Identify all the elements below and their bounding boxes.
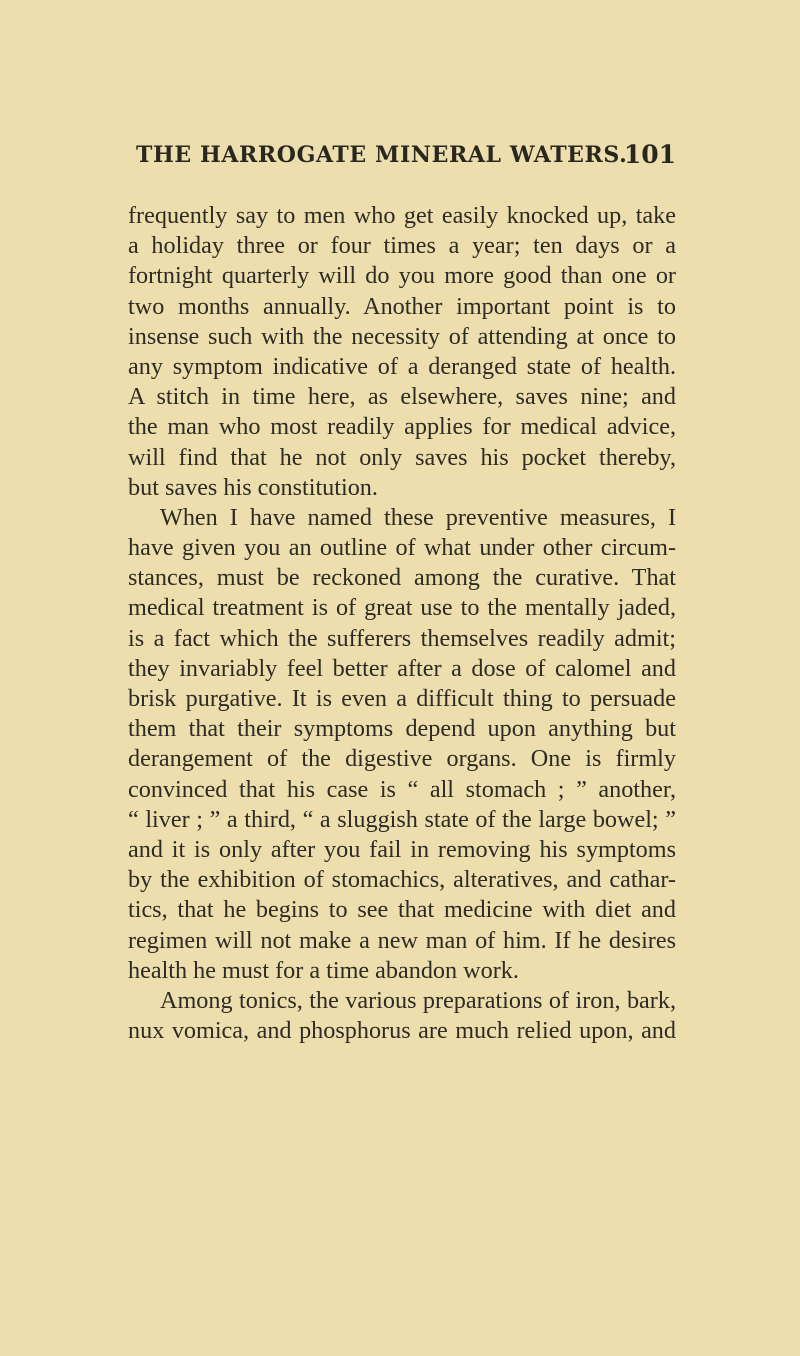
text-line: by the exhibition of stomachics, alteratives, and cathar- xyxy=(128,866,676,894)
text-line: any symptom indicative of a deranged state of health. xyxy=(128,352,676,380)
page-header xyxy=(136,142,676,178)
text-line: the man who most readily applies for medical advice, xyxy=(128,413,676,441)
text-line: brisk purgative. It is even a difficult thing to persuade xyxy=(128,685,676,712)
text-line: nux vomica, and phosphorus are much relied upon, and xyxy=(128,1017,676,1045)
text-line: derangement of the digestive organs. One is firmly xyxy=(128,745,676,773)
text-line: frequently say to men who get easily knocked up, take xyxy=(128,202,676,229)
text-line: tics, that he begins to see that medicine with diet and xyxy=(128,896,676,924)
body-text xyxy=(128,201,676,1046)
text-line: health he must for a time abandon work. xyxy=(128,956,519,984)
text-line: “ liver ; ” a third, “ a sluggish state of the large bowel; ” xyxy=(128,805,676,833)
text-line: will find that he not only saves his pocket thereby, xyxy=(128,443,676,471)
text-line: fortnight quarterly will do you more good than one or xyxy=(128,262,676,290)
text-line: convinced that his case is “ all stomach ; ” another, xyxy=(128,775,676,803)
text-line: a holiday three or four times a year; ten days or a xyxy=(128,232,676,260)
text-line: Among tonics, the various preparations of iron, bark, xyxy=(160,986,676,1014)
text-line: A stitch in time here, as elsewhere, saves nine; and xyxy=(128,383,676,411)
text-line: is a fact which the sufferers themselves readily admit; xyxy=(128,624,676,652)
text-line: medical treatment is of great use to the mentally jaded, xyxy=(128,594,676,622)
text-line: and it is only after you fail in removing his symptoms xyxy=(128,835,676,863)
text-line: two months annually. Another important point is to xyxy=(128,292,676,320)
text-line: When I have named these preventive measures, I xyxy=(160,503,676,531)
text-line: have given you an outline of what under other circum- xyxy=(128,534,676,562)
page-number: 101 xyxy=(623,140,676,169)
text-line: them that their symptoms depend upon anything but xyxy=(128,715,676,743)
text-line: stances, must be reckoned among the curative. That xyxy=(128,564,676,592)
running-title: THE HARROGATE MINERAL WATERS. xyxy=(136,142,628,168)
text-line: they invariably feel better after a dose of calomel and xyxy=(128,654,676,682)
text-line: regimen will not make a new man of him. If he desires xyxy=(128,926,676,954)
text-line: insense such with the necessity of attending at once to xyxy=(128,322,676,350)
text-line: but saves his constitution. xyxy=(128,473,378,501)
